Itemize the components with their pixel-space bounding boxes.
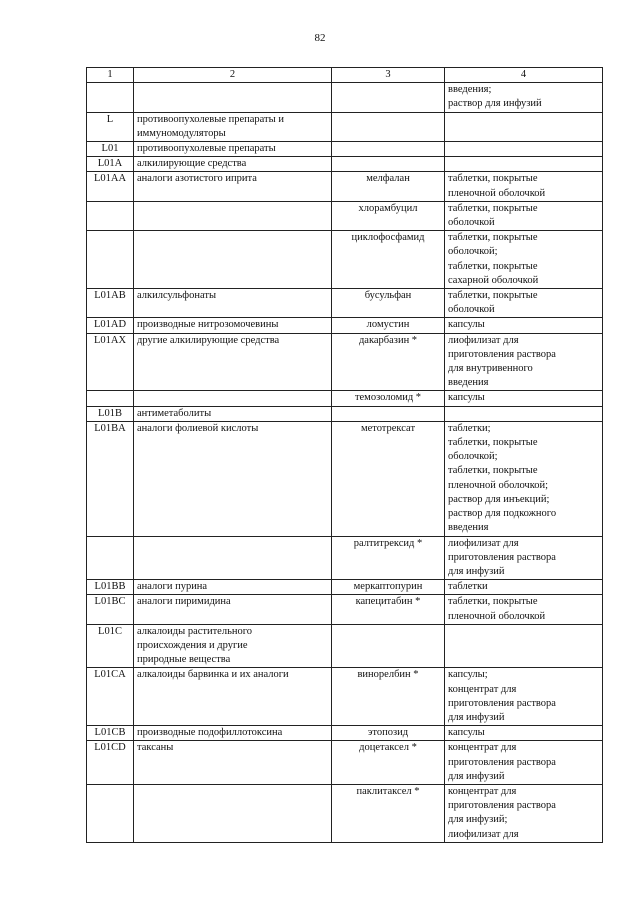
table-row — [87, 231, 603, 289]
drug-name-cell: мелфалан — [332, 172, 445, 201]
drug-name-cell: доцетаксел * — [332, 741, 445, 785]
atc-code-cell: L01AA — [87, 172, 134, 201]
atc-code-cell: L01CD — [87, 741, 134, 785]
atc-code-cell — [87, 231, 134, 289]
group-name-cell: аналоги пиримидина — [134, 595, 332, 624]
dosage-form-cell: лиофилизат для приготовления раствора для инфузий — [445, 536, 603, 580]
column-header-3: 3 — [332, 68, 445, 83]
dosage-form-cell: капсулы — [445, 318, 603, 333]
drug-name-cell — [332, 157, 445, 172]
group-name-cell: антиметаболиты — [134, 406, 332, 421]
drug-name-cell — [332, 406, 445, 421]
drug-name-cell: метотрексат — [332, 421, 445, 536]
dosage-form-cell — [445, 112, 603, 141]
table-row — [87, 391, 603, 406]
dosage-form-cell: таблетки, покрытые пленочной оболочкой — [445, 595, 603, 624]
atc-code-cell — [87, 83, 134, 112]
drug-name-cell: циклофосфамид — [332, 231, 445, 289]
table-row — [87, 112, 603, 141]
dosage-form-cell: введения; раствор для инфузий — [445, 83, 603, 112]
atc-code-cell: L01AX — [87, 333, 134, 391]
drug-table — [86, 67, 603, 843]
dosage-form-cell: таблетки, покрытые пленочной оболочкой — [445, 172, 603, 201]
drug-name-cell — [332, 83, 445, 112]
column-header-4: 4 — [445, 68, 603, 83]
table-row — [87, 421, 603, 536]
group-name-cell: производные нитрозомочевины — [134, 318, 332, 333]
drug-name-cell: дакарбазин * — [332, 333, 445, 391]
table-row — [87, 318, 603, 333]
table-row — [87, 580, 603, 595]
group-name-cell — [134, 83, 332, 112]
dosage-form-cell — [445, 157, 603, 172]
drug-name-cell: этопозид — [332, 726, 445, 741]
table-row — [87, 172, 603, 201]
dosage-form-cell: таблетки, покрытые оболочкой — [445, 201, 603, 230]
group-name-cell — [134, 231, 332, 289]
dosage-form-cell: капсулы — [445, 726, 603, 741]
dosage-form-cell: капсулы; концентрат для приготовления раствора для инфузий — [445, 668, 603, 726]
table-row — [87, 201, 603, 230]
atc-code-cell — [87, 536, 134, 580]
atc-code-cell: L01BA — [87, 421, 134, 536]
drug-name-cell: хлорамбуцил — [332, 201, 445, 230]
dosage-form-cell: таблетки — [445, 580, 603, 595]
group-name-cell: аналоги пурина — [134, 580, 332, 595]
atc-code-cell — [87, 201, 134, 230]
header-row — [87, 68, 603, 83]
table-row — [87, 741, 603, 785]
table-row — [87, 83, 603, 112]
group-name-cell: алкалоиды растительного происхождения и другие природные вещества — [134, 624, 332, 668]
atc-code-cell: L01AB — [87, 289, 134, 318]
atc-code-cell: L01A — [87, 157, 134, 172]
drug-name-cell: бусульфан — [332, 289, 445, 318]
atc-code-cell: L01BC — [87, 595, 134, 624]
atc-code-cell: L01 — [87, 142, 134, 157]
atc-code-cell: L01CB — [87, 726, 134, 741]
table-row — [87, 406, 603, 421]
drug-name-cell: ралтитрексид * — [332, 536, 445, 580]
column-header-2: 2 — [134, 68, 332, 83]
dosage-form-cell: таблетки, покрытые оболочкой — [445, 289, 603, 318]
dosage-form-cell: таблетки; таблетки, покрытые оболочкой; таблетки, покрытые пленочной оболочкой; раствор для инъекций; раствор для подкожного введения — [445, 421, 603, 536]
table-row — [87, 333, 603, 391]
dosage-form-cell: концентрат для приготовления раствора для инфузий — [445, 741, 603, 785]
atc-code-cell — [87, 391, 134, 406]
table-row — [87, 157, 603, 172]
drug-name-cell: винорелбин * — [332, 668, 445, 726]
table-row — [87, 784, 603, 842]
group-name-cell: алкилсульфонаты — [134, 289, 332, 318]
table-row — [87, 289, 603, 318]
atc-code-cell: L01CA — [87, 668, 134, 726]
drug-name-cell: капецитабин * — [332, 595, 445, 624]
drug-name-cell — [332, 142, 445, 157]
page-number: 82 — [314, 32, 326, 44]
table-row — [87, 726, 603, 741]
table-row — [87, 595, 603, 624]
table-body — [87, 83, 603, 843]
group-name-cell — [134, 391, 332, 406]
atc-code-cell: L — [87, 112, 134, 141]
drug-name-cell: темозоломид * — [332, 391, 445, 406]
table-row — [87, 624, 603, 668]
dosage-form-cell — [445, 406, 603, 421]
dosage-form-cell — [445, 142, 603, 157]
group-name-cell: алкалоиды барвинка и их аналоги — [134, 668, 332, 726]
group-name-cell — [134, 536, 332, 580]
drug-name-cell: ломустин — [332, 318, 445, 333]
table-row — [87, 142, 603, 157]
group-name-cell: производные подофиллотоксина — [134, 726, 332, 741]
group-name-cell — [134, 201, 332, 230]
dosage-form-cell — [445, 624, 603, 668]
dosage-form-cell: таблетки, покрытые оболочкой; таблетки, покрытые сахарной оболочкой — [445, 231, 603, 289]
column-header-1: 1 — [87, 68, 134, 83]
atc-code-cell — [87, 784, 134, 842]
group-name-cell: противоопухолевые препараты и иммуномодуляторы — [134, 112, 332, 141]
atc-code-cell: L01AD — [87, 318, 134, 333]
drug-name-cell — [332, 112, 445, 141]
group-name-cell: другие алкилирующие средства — [134, 333, 332, 391]
group-name-cell: аналоги азотистого иприта — [134, 172, 332, 201]
atc-code-cell: L01C — [87, 624, 134, 668]
table-row — [87, 668, 603, 726]
group-name-cell — [134, 784, 332, 842]
group-name-cell: таксаны — [134, 741, 332, 785]
group-name-cell: аналоги фолиевой кислоты — [134, 421, 332, 536]
drug-name-cell: меркаптопурин — [332, 580, 445, 595]
dosage-form-cell: лиофилизат для приготовления раствора для внутривенного введения — [445, 333, 603, 391]
group-name-cell: противоопухолевые препараты — [134, 142, 332, 157]
group-name-cell: алкилирующие средства — [134, 157, 332, 172]
dosage-form-cell: капсулы — [445, 391, 603, 406]
drug-name-cell: паклитаксел * — [332, 784, 445, 842]
atc-code-cell: L01BB — [87, 580, 134, 595]
drug-name-cell — [332, 624, 445, 668]
dosage-form-cell: концентрат для приготовления раствора для инфузий; лиофилизат для — [445, 784, 603, 842]
atc-code-cell: L01B — [87, 406, 134, 421]
table-row — [87, 536, 603, 580]
